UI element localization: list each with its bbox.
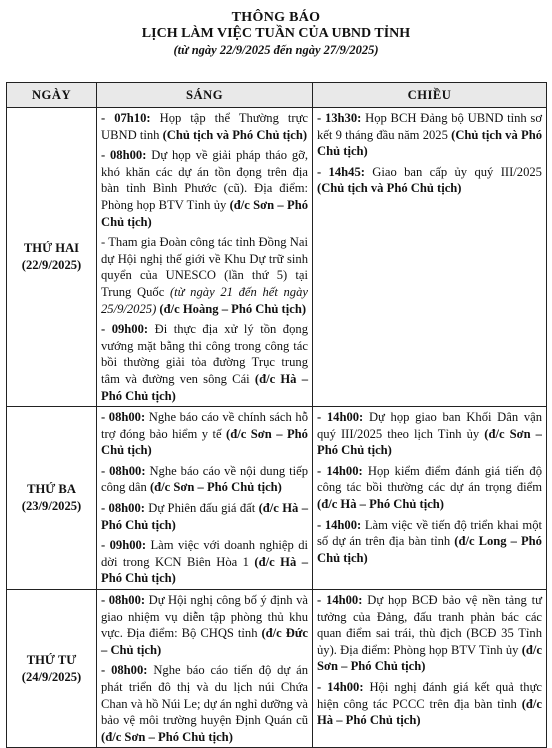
item-time: - 07h10: [101,111,151,125]
item-time: - 08h00: [101,463,146,478]
item-time: - 14h00: [317,593,363,608]
schedule-item [317,463,542,513]
item-time: - 08h00: [101,663,148,678]
schedule-item [317,164,542,197]
item-attendee: (đ/c Sơn – Phó Chủ tịch) [317,642,542,674]
schedule-item [101,234,308,317]
schedule-item [317,409,542,459]
schedule-item [101,321,308,404]
item-description: Làm việc về tiến độ triển khai một số dự án trên địa bàn tỉnh [317,517,542,549]
schedule-item [317,592,542,675]
item-description: Họp kiểm điểm đánh giá tiến độ công tác bồi thường các dự án trọng điểm [317,463,543,495]
notice-title: THÔNG BÁO [231,10,321,25]
table-row [7,108,547,407]
item-attendee: (đ/c Sơn – Phó Chủ tịch) [101,729,233,744]
item-attendee: (đ/c Hoàng – Phó Chủ tịch) [156,301,307,316]
column-header-morning: SÁNG [97,83,313,108]
item-description: Dự họp giao ban Khối Dân vận quý III/2025 theo lịch Tỉnh ủy [317,410,542,441]
schedule-item [317,517,542,567]
item-time: - 14h00: [317,517,362,532]
item-attendee: (Chủ tịch và Phó Chủ tịch) [317,181,462,196]
item-attendee: (Chủ tịch và Phó Chủ tịch) [162,127,308,142]
item-description: Hội nghị đánh giá kết quả thực hiện công tác PCCC trên địa bàn tỉnh [317,680,542,711]
afternoon-cell [313,108,547,407]
schedule-item [101,463,308,496]
item-time: - 14h45: [317,164,365,179]
item-description: Dự Hội nghị công bố ý định và giao nhiệm vụ diễn tập phòng thủ khu vực. Địa điểm: Bộ CHQS tỉnh [101,593,308,641]
item-time: - 14h00: [317,410,364,425]
schedule-item [317,110,542,160]
item-time: - 09h00: [101,322,149,337]
item-attendee: (đ/c Hà – Phó Chủ tịch) [317,497,444,512]
date-range: (từ ngày 22/9/2025 đến ngày 27/9/2025) [173,43,379,57]
item-description: Dự họp BCĐ bảo vệ nền tảng tư tưởng của Đảng, đấu tranh phản bác các quan điểm sai trái, thù địch (BCĐ 35 Tỉnh ủy). Địa điểm: Phòng họp BTV Tỉnh ủy [317,593,543,657]
morning-cell [97,108,313,407]
document-header [0,10,552,58]
schedule-item [317,679,542,729]
item-attendee: (đ/c Đức – Chủ tịch) [101,626,308,657]
afternoon-cell [313,590,547,748]
item-attendee: (đ/c Hà – Phó Chủ tịch) [101,371,308,403]
day-date: (24/9/2025) [21,669,82,684]
day-name: THỨ TƯ [26,652,77,667]
day-cell [7,407,97,590]
item-time: - 13h30: [317,111,362,125]
item-description: - Tham gia Đoàn công tác tỉnh Đồng Nai dự Hội nghị thế giới về Khu Dự trữ sinh quyển của UNESCO (lần thứ 5) tại Trung Quốc [101,235,308,299]
morning-cell [97,590,313,748]
afternoon-cell [313,407,547,590]
item-description: Đi thực địa xử lý tồn đọng vướng mặt bằng thi công trong công tác bồi thường giải tỏa đường Trục trung tâm và đường ven sông Cái [101,322,308,386]
schedule-item [101,147,308,230]
item-attendee: (đ/c Sơn – Phó Chủ tịch) [101,197,308,229]
schedule-item [101,500,308,533]
item-time: - 14h00: [317,463,363,478]
table-row [7,590,547,748]
day-date: (22/9/2025) [21,258,82,273]
item-description: Giao ban cấp ủy quý III/2025 [364,164,542,179]
schedule-item [101,110,308,143]
table-header-row [7,83,547,108]
item-attendee: (Chủ tịch và Phó Chủ tịch) [317,127,542,159]
item-description: Nghe báo cáo tiến độ dự án phát triển đô thị và du lịch núi Chứa Chan và hồ Núi Le; dự án nghỉ dưỡng và bảo vệ môi trường huyện Định Quán cũ [101,663,308,728]
schedule-item [101,537,308,587]
schedule-item [101,662,308,745]
schedule-subtitle: LỊCH LÀM VIỆC TUẦN CỦA UBND TỈNH [141,26,411,41]
item-time: - 08h00: [101,501,145,516]
morning-cell [97,407,313,590]
item-time: - 08h00: [101,410,146,425]
column-header-afternoon: CHIỀU [313,83,547,108]
schedule-item [101,592,308,658]
schedule-table [6,82,547,748]
item-time: - 08h00: [101,148,147,163]
item-description: Họp tập thể Thường trực UBND tỉnh [101,111,309,142]
item-note: (từ ngày 21 đến hết ngày 25/9/2025) [101,284,308,316]
item-time: - 08h00: [101,593,146,608]
day-name: THỨ BA [27,482,76,497]
item-attendee: (đ/c Hà – Phó Chủ tịch) [317,696,542,728]
item-time: - 09h00: [101,538,147,553]
day-cell [7,590,97,748]
item-attendee: (đ/c Hà – Phó Chủ tịch) [101,554,308,586]
schedule-item [101,409,308,459]
table-row [7,407,547,590]
day-name: THỨ HAI [23,241,80,256]
item-attendee: (đ/c Hà – Phó Chủ tịch) [101,501,308,532]
column-header-day: NGÀY [7,83,97,108]
item-description: Dự Phiên đấu giá đất [144,501,259,516]
item-attendee: (đ/c Sơn – Phó Chủ tịch) [101,426,308,458]
day-date: (23/9/2025) [21,499,82,514]
item-description: Họp BCH Đảng bộ UBND tỉnh sơ kết 9 tháng đầu năm 2025 [317,111,542,142]
item-attendee: (đ/c Long – Phó Chủ tịch) [317,534,542,565]
item-description: Nghe báo cáo về nội dung tiếp công dân [101,463,308,495]
item-attendee: (đ/c Sơn – Phó Chủ tịch) [317,426,542,458]
item-time: - 14h00: [317,680,364,694]
item-description: Nghe báo cáo về chính sách hỗ trợ đóng bảo hiểm y tế [101,410,308,441]
day-cell [7,108,97,407]
item-attendee: (đ/c Sơn – Phó Chủ tịch) [149,480,282,495]
item-description: Làm việc với doanh nghiệp di dời trong KCN Biên Hòa 1 [101,538,308,569]
item-description: Dự họp về giải pháp tháo gỡ, khó khăn các dự án tồn đọng trên địa bàn tỉnh Bình Phước (cũ). Địa điểm: Phòng họp BTV Tỉnh ủy [101,148,308,212]
